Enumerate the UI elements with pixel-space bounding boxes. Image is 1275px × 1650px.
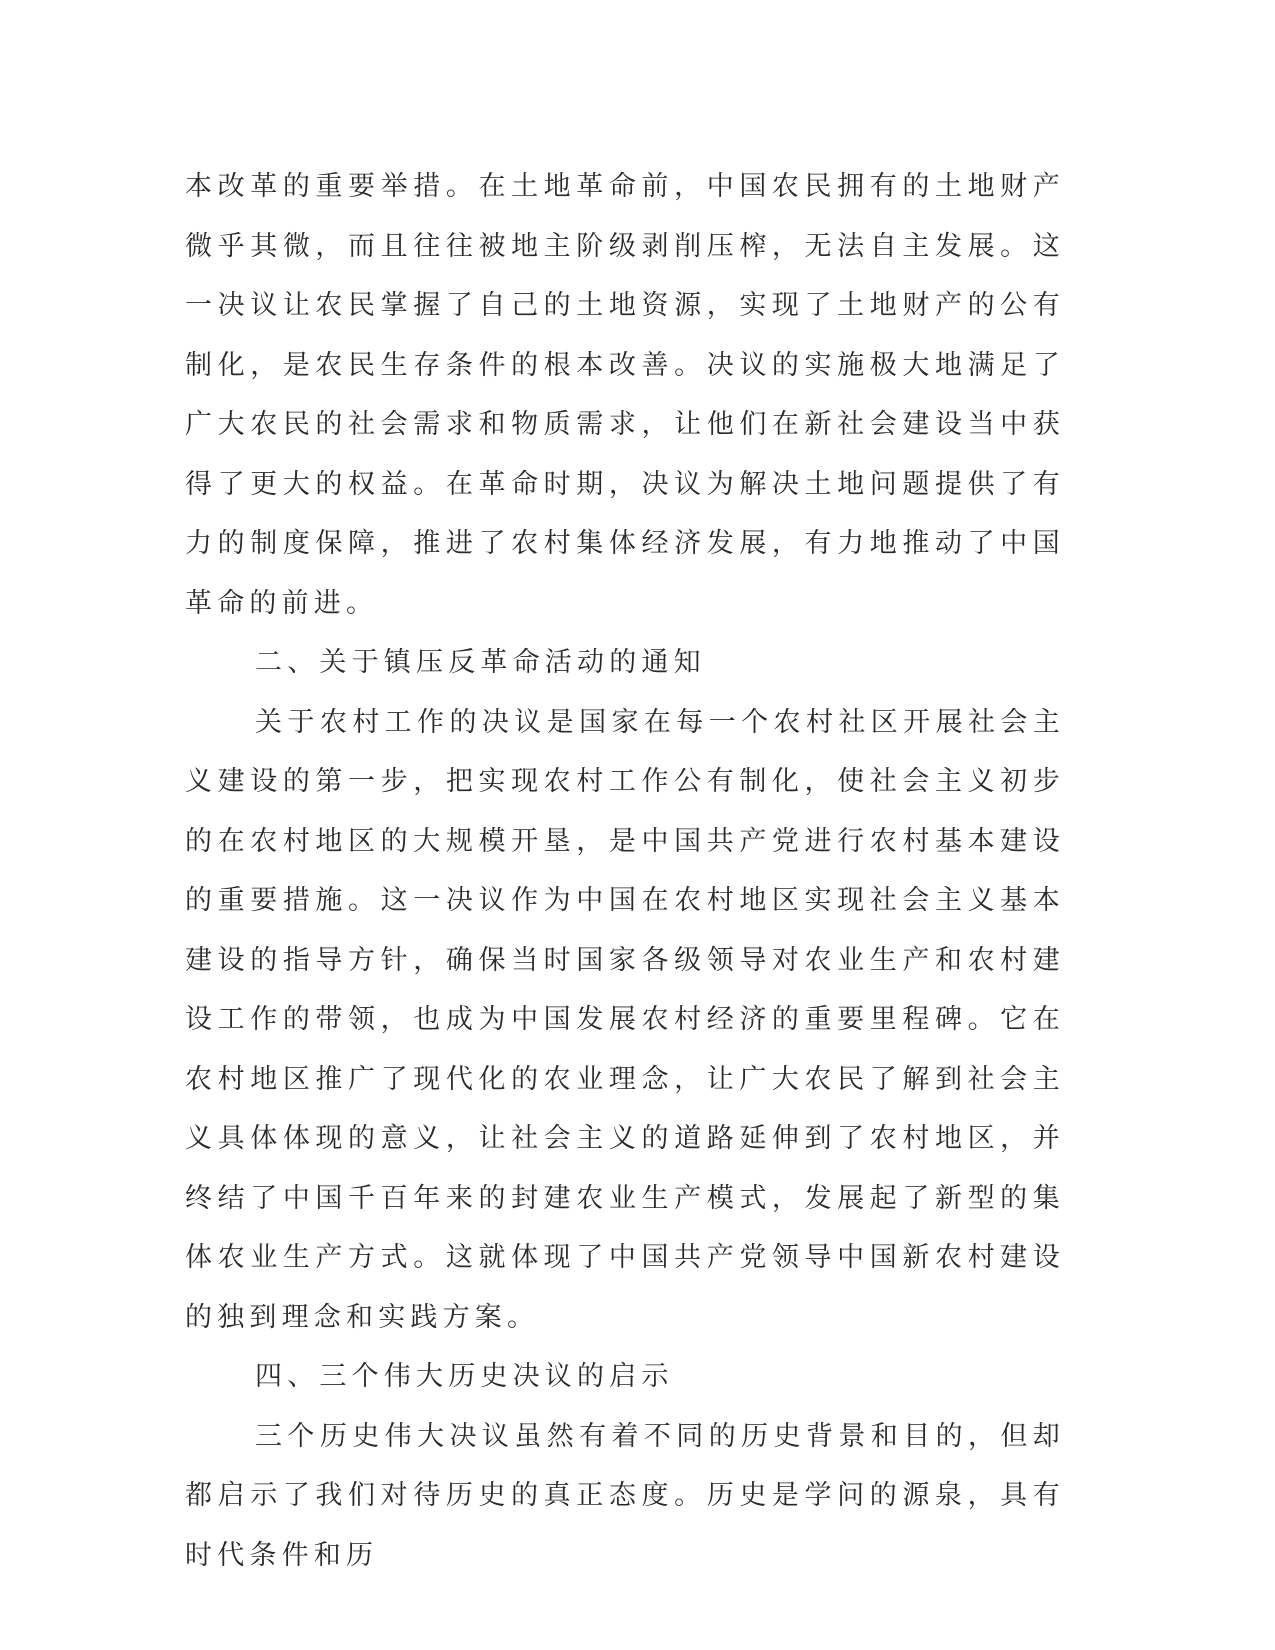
document-body: [185, 157, 1065, 1585]
paragraph-land-reform-continuation: 本改革的重要举措。在土地革命前，中国农民拥有的土地财产微乎其微，而且往往被地主阶级剥削压榨，无法自主发展。这一决议让农民掌握了自己的土地资源，实现了土地财产的公有制化，是农民生存条件的根本改善。决议的实施极大地满足了广大农民的社会需求和物质需求，让他们在新社会建设当中获得了更大的权益。在革命时期，决议为解决土地问题提供了有力的制度保障，推进了农村集体经济发展，有力地推动了中国革命的前进。: [185, 171, 1065, 619]
section-heading-four: 四、三个伟大历史决议的启示: [255, 1361, 674, 1392]
paragraph-rural-work-resolution: 关于农村工作的决议是国家在每一个农村社区开展社会主义建设的第一步，把实现农村工作公有制化，使社会主义初步的在农村地区的大规模开垦，是中国共产党进行农村基本建设的重要措施。这一决议作为中国在农村地区实现社会主义基本建设的指导方针，确保当时国家各级领导对农业生产和农村建设工作的带领，也成为中国发展农村经济的重要里程碑。它在农村地区推广了现代化的农业理念，让广大农民了解到社会主义具体体现的意义，让社会主义的道路延伸到了农村地区，并终结了中国千百年来的封建农业生产模式，发展起了新型的集体农业生产方式。这就体现了中国共产党领导中国新农村建设的独到理念和实践方案。: [185, 706, 1065, 1333]
section-heading-two: 二、关于镇压反革命活动的通知: [255, 647, 706, 678]
paragraph-three-resolutions-insight: 三个历史伟大决议虽然有着不同的历史背景和目的，但却都启示了我们对待历史的真正态度。历史是学问的源泉，具有时代条件和历: [185, 1420, 1065, 1571]
